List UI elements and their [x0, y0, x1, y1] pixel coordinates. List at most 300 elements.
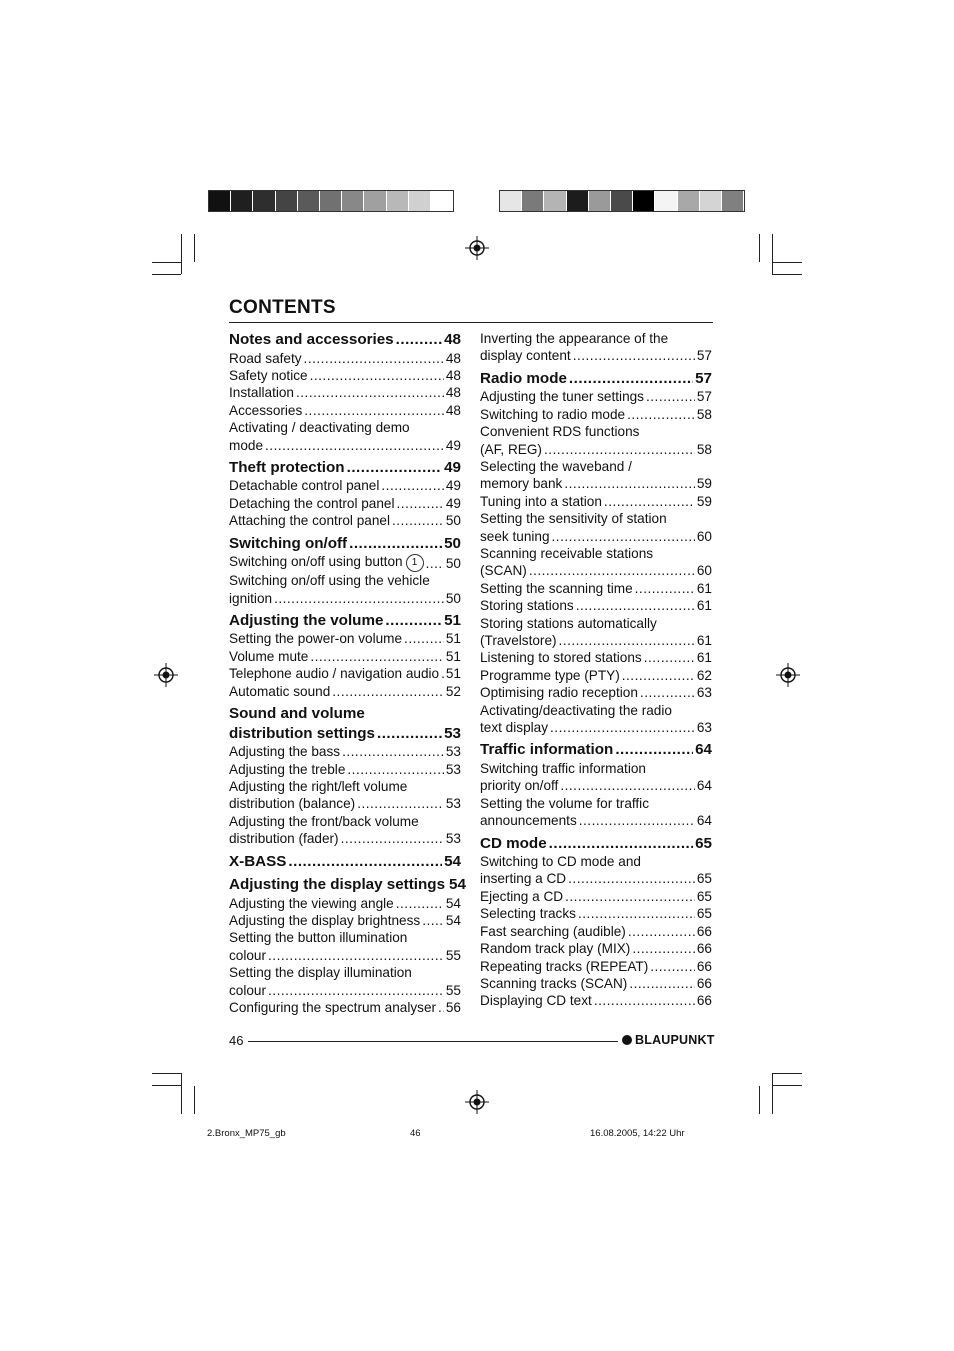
toc-entry-text: Repeating tracks (REPEAT) [480, 958, 649, 974]
toc-entry[interactable] [480, 347, 712, 364]
toc-entry-text: Adjusting the viewing angle [229, 895, 394, 911]
dot-leader [627, 406, 695, 423]
toc-entry-text: text display [480, 720, 549, 736]
toc-entry-label [480, 975, 627, 992]
toc-page-number: 55 [445, 947, 461, 963]
toc-entry[interactable] [229, 683, 461, 700]
toc-entry[interactable] [229, 761, 461, 778]
toc-page-number: 53 [445, 761, 461, 777]
toc-entry[interactable] [480, 597, 712, 614]
toc-entry[interactable] [229, 912, 461, 929]
toc-page-number: 66 [696, 923, 712, 939]
toc-entry[interactable] [229, 437, 461, 454]
toc-entry-label [480, 649, 642, 666]
toc-entry[interactable] [229, 982, 461, 999]
toc-entry-text: display content [480, 348, 571, 364]
slug-file: 2.Bronx_MP75_gb [207, 1128, 286, 1139]
toc-entry-label [480, 580, 633, 597]
toc-page-number: 63 [696, 685, 712, 701]
toc-entry-label [229, 875, 445, 895]
color-swatch [500, 191, 522, 211]
dot-leader [622, 667, 695, 684]
toc-entry-text: Adjusting the treble [229, 761, 346, 777]
toc-entry-label [229, 895, 394, 912]
toc-entry-text: Safety notice [229, 367, 308, 383]
brand-dot-icon [622, 1035, 632, 1045]
toc-entry[interactable] [229, 512, 461, 529]
toc-entry-line: Convenient RDS functions [480, 424, 640, 440]
dot-leader [392, 512, 444, 529]
toc-page-number: 61 [696, 650, 712, 666]
dot-leader [404, 630, 444, 647]
toc-column-right [480, 330, 712, 1010]
toc-entry[interactable] [229, 553, 461, 572]
toc-entry[interactable] [229, 495, 461, 512]
toc-entry[interactable] [480, 528, 712, 545]
color-calibration-bar-right [499, 190, 745, 212]
toc-page-number: 64 [696, 778, 712, 794]
dot-leader [564, 475, 695, 492]
toc-entry[interactable] [480, 441, 712, 458]
toc-entry-text: (AF, REG) [480, 441, 542, 457]
toc-entry[interactable] [480, 812, 712, 829]
toc-entry-text: Attaching the control panel [229, 513, 390, 529]
toc-entry-line: Scanning receivable stations [480, 545, 654, 561]
toc-entry-text: ignition [229, 590, 273, 606]
toc-entry-text: Notes and accessories [229, 331, 394, 348]
crop-mark [772, 1085, 802, 1086]
dot-leader [310, 367, 444, 384]
toc-entry[interactable] [480, 975, 712, 992]
toc-entry[interactable] [480, 580, 712, 597]
toc-entry-label [480, 940, 630, 957]
toc-entry-label [229, 611, 383, 631]
color-swatch [253, 191, 275, 211]
toc-page-number: 66 [696, 993, 712, 1009]
toc-entry-label [229, 367, 308, 384]
color-swatch [231, 191, 253, 211]
toc-page-number: 56 [445, 999, 461, 1015]
toc-section-heading[interactable] [229, 875, 466, 895]
toc-entry-text: Installation [229, 385, 294, 401]
toc-page-number: 54 [445, 895, 461, 911]
toc-entry[interactable] [480, 870, 712, 887]
dot-leader [552, 528, 695, 545]
dot-leader [550, 719, 695, 736]
toc-entry-label [480, 923, 626, 940]
toc-section-heading: Sound and volume [229, 705, 365, 723]
toc-page-number: 59 [696, 493, 712, 509]
toc-entry-text: Storing stations [480, 598, 574, 614]
color-swatch [387, 191, 409, 211]
toc-page-number: 66 [696, 958, 712, 974]
toc-page-number: 50 [445, 590, 461, 606]
color-swatch [364, 191, 386, 211]
toc-entry-text: mode [229, 437, 264, 453]
dot-leader [381, 477, 443, 494]
color-swatch [276, 191, 298, 211]
color-swatch [409, 191, 431, 211]
toc-entry-text: Adjusting the display brightness [229, 912, 421, 928]
toc-entry[interactable] [480, 649, 712, 666]
toc-page-number: 51 [444, 611, 461, 629]
dot-leader [544, 441, 695, 458]
toc-entry-text: colour [229, 982, 267, 998]
toc-entry-label [480, 834, 547, 854]
toc-entry-text: Accessories [229, 402, 303, 418]
toc-entry[interactable] [480, 719, 712, 736]
dot-leader [635, 580, 695, 597]
toc-entry-label [480, 441, 542, 458]
toc-page-number: 50 [445, 555, 461, 571]
dot-leader [422, 912, 444, 929]
toc-entry[interactable] [480, 562, 712, 579]
toc-entry[interactable] [229, 795, 461, 812]
dot-leader [357, 795, 444, 812]
toc-entry[interactable] [480, 667, 712, 684]
registration-mark-icon [465, 1090, 489, 1114]
toc-page-number: 51 [445, 631, 461, 647]
toc-entry-text: Road safety [229, 350, 302, 366]
registration-mark-icon [465, 236, 489, 260]
toc-entry[interactable] [480, 923, 712, 940]
toc-entry[interactable] [229, 350, 461, 367]
color-swatch [589, 191, 611, 211]
color-swatch [431, 191, 453, 211]
dot-leader [347, 761, 443, 778]
toc-page-number: 49 [445, 437, 461, 453]
toc-entry-line: Switching to CD mode and [480, 854, 641, 870]
toc-entry-text: (SCAN) [480, 563, 527, 579]
registration-mark-icon [776, 663, 800, 687]
crop-mark [181, 234, 182, 274]
toc-entry-text: Adjusting the bass [229, 744, 341, 760]
toc-section-heading[interactable] [229, 852, 461, 872]
toc-page-number: 48 [445, 402, 461, 418]
dot-leader [650, 958, 695, 975]
dot-leader [615, 740, 693, 760]
toc-entry[interactable] [229, 590, 461, 607]
toc-entry-label [229, 437, 263, 454]
toc-entry-label [480, 740, 613, 760]
dot-leader [288, 852, 442, 872]
toc-page-number: 51 [445, 666, 461, 682]
toc-page-number: 50 [444, 534, 461, 552]
toc-entry-line: Setting the button illumination [229, 930, 408, 946]
toc-page-number: 54 [445, 912, 461, 928]
toc-entry-label [229, 761, 345, 778]
toc-page-number: 54 [444, 852, 461, 870]
toc-page-number: 60 [696, 563, 712, 579]
toc-entry-label [480, 347, 571, 364]
toc-entry[interactable] [229, 665, 461, 682]
toc-section-heading[interactable] [480, 740, 712, 760]
toc-entry-text: Selecting tracks [480, 906, 576, 922]
dot-leader [573, 347, 695, 364]
toc-entry-line: Inverting the appearance of the [480, 331, 669, 346]
toc-entry-label [480, 667, 620, 684]
dot-leader [397, 495, 444, 512]
dot-leader [646, 388, 695, 405]
toc-entry[interactable] [480, 406, 712, 423]
toc-entry-text: Automatic sound [229, 683, 331, 699]
toc-entry-label [480, 388, 644, 405]
toc-section-heading[interactable] [229, 611, 461, 631]
toc-entry[interactable] [229, 830, 461, 847]
toc-entry-text: memory bank [480, 476, 563, 492]
dot-leader [628, 923, 695, 940]
toc-page-number: 48 [445, 367, 461, 383]
toc-page-number: 60 [696, 528, 712, 544]
toc-entry[interactable] [229, 367, 461, 384]
dot-leader [644, 649, 695, 666]
toc-entry-text: Displaying CD text [480, 993, 592, 1009]
toc-entry-line: Adjusting the front/back volume [229, 813, 419, 829]
toc-page-number: 64 [696, 813, 712, 829]
toc-page-number: 65 [696, 871, 712, 887]
toc-entry-text: Detaching the control panel [229, 495, 395, 511]
toc-entry-label [229, 724, 375, 744]
toc-section-heading[interactable] [229, 534, 461, 554]
color-swatch [700, 191, 722, 211]
toc-entry-label [229, 648, 308, 665]
dot-leader [529, 562, 695, 579]
crop-mark [181, 1073, 182, 1114]
color-swatch [722, 191, 744, 211]
toc-entry-label [229, 458, 345, 478]
toc-entry-text: Telephone audio / navigation audio [229, 666, 440, 682]
toc-page-number: 49 [445, 495, 461, 511]
toc-section-heading[interactable] [480, 369, 712, 389]
toc-entry-text: Fast searching (audible) [480, 923, 626, 939]
toc-entry[interactable] [480, 940, 712, 957]
toc-entry-label [480, 562, 527, 579]
toc-entry-label [480, 812, 577, 829]
toc-entry[interactable] [229, 947, 461, 964]
dot-leader [396, 330, 442, 350]
dot-leader [594, 992, 695, 1009]
toc-section-heading[interactable] [229, 724, 461, 744]
toc-entry-text: distribution (balance) [229, 796, 356, 812]
toc-entry[interactable] [480, 475, 712, 492]
dot-leader [438, 999, 444, 1016]
toc-entry-label [229, 553, 424, 572]
toc-entry-label [229, 630, 402, 647]
toc-entry-label [229, 534, 347, 554]
toc-entry-text: Programme type (PTY) [480, 667, 620, 683]
toc-section-heading[interactable] [480, 834, 712, 854]
toc-page-number: 50 [445, 513, 461, 529]
toc-entry[interactable] [480, 493, 712, 510]
dot-leader [578, 905, 695, 922]
toc-entry-text: seek tuning [480, 528, 550, 544]
toc-section-heading[interactable] [229, 330, 461, 350]
color-calibration-bar-left [208, 190, 454, 212]
toc-entry[interactable] [229, 999, 461, 1016]
toc-entry[interactable] [480, 388, 712, 405]
dot-leader [347, 458, 443, 478]
toc-entry-text: Optimising radio reception [480, 685, 638, 701]
toc-entry-line: Adjusting the right/left volume [229, 778, 408, 794]
toc-entry-line: Switching traffic information [480, 760, 646, 776]
toc-entry-text: (Travelstore) [480, 633, 557, 648]
dot-leader [560, 777, 695, 794]
toc-entry[interactable] [480, 777, 712, 794]
toc-page-number: 57 [696, 348, 712, 364]
toc-entry-label [229, 947, 266, 964]
toc-entry[interactable] [229, 895, 461, 912]
toc-entry-label [229, 852, 286, 872]
toc-entry-text: Adjusting the display settings [229, 876, 446, 894]
toc-entry-label [480, 992, 592, 1009]
dot-leader [441, 665, 444, 682]
toc-entry-line: Setting the display illumination [229, 965, 412, 981]
toc-entry-text: inserting a CD [480, 871, 567, 887]
crop-mark [772, 1073, 802, 1074]
crop-mark [772, 274, 802, 275]
toc-entry-text: Configuring the spectrum analyser [229, 999, 437, 1015]
dot-leader [565, 888, 695, 905]
dot-leader [268, 947, 444, 964]
crop-mark [759, 234, 760, 262]
toc-entry-line: Selecting the waveband / [480, 458, 632, 474]
toc-entry-text: Random track play (MIX) [480, 941, 631, 957]
toc-entry-label [480, 719, 548, 736]
toc-page-number: 48 [445, 385, 461, 401]
slug-page: 46 [410, 1128, 421, 1139]
crop-mark [772, 262, 802, 263]
toc-entry-label [229, 495, 395, 512]
toc-page-number: 58 [696, 441, 712, 457]
dot-leader [559, 632, 695, 649]
toc-entry-label [229, 330, 394, 350]
dot-leader [426, 555, 444, 572]
toc-entry[interactable] [229, 630, 461, 647]
toc-entry-text: Tuning into a station [480, 493, 602, 509]
color-swatch [544, 191, 566, 211]
toc-page-number: 61 [696, 580, 712, 596]
dot-leader [304, 350, 444, 367]
toc-page-number: 48 [444, 331, 461, 348]
toc-page-number: 54 [449, 876, 466, 894]
toc-entry-label [480, 958, 648, 975]
toc-page-number: 58 [696, 406, 712, 422]
toc-entry-text: Listening to stored stations [480, 650, 642, 666]
toc-page-number: 48 [445, 350, 461, 366]
dot-leader [332, 683, 444, 700]
toc-entry-label [229, 683, 330, 700]
toc-entry-label [229, 402, 302, 419]
toc-page-number: 66 [696, 941, 712, 957]
dot-leader [341, 830, 444, 847]
registration-mark-icon [154, 663, 178, 687]
dot-leader [629, 975, 695, 992]
toc-entry-label [229, 350, 302, 367]
toc-entry-label [229, 665, 439, 682]
toc-page-number: 52 [445, 683, 461, 699]
dot-leader [579, 812, 695, 829]
toc-entry[interactable] [480, 905, 712, 922]
toc-page-number: 57 [695, 369, 712, 387]
toc-entry-line: Activating/deactivating the radio [480, 702, 672, 718]
toc-entry[interactable] [229, 648, 461, 665]
toc-section-heading[interactable] [229, 458, 461, 478]
toc-entry-text: distribution settings [229, 724, 375, 742]
crop-mark [152, 1085, 181, 1086]
toc-page-number: 49 [444, 458, 461, 476]
toc-entry[interactable] [480, 958, 712, 975]
button-number-icon: 1 [406, 554, 424, 572]
dot-leader [342, 743, 444, 760]
color-swatch [611, 191, 633, 211]
toc-entry-text: announcements [480, 813, 577, 829]
toc-entry-label [480, 406, 625, 423]
toc-entry[interactable] [480, 684, 712, 701]
crop-mark [772, 1073, 773, 1114]
toc-entry-text: Setting the scanning time [480, 580, 633, 596]
dot-leader [549, 834, 693, 854]
toc-entry-text: Scanning tracks (SCAN) [480, 975, 628, 991]
toc-entry[interactable] [480, 888, 712, 905]
brand-name: BLAUPUNKT [635, 1033, 715, 1047]
toc-entry-label [480, 905, 576, 922]
crop-mark [152, 262, 182, 263]
color-swatch [655, 191, 677, 211]
toc-page-number: 59 [696, 476, 712, 492]
dot-leader [304, 402, 444, 419]
toc-entry[interactable] [229, 477, 461, 494]
toc-entry-text: Adjusting the tuner settings [480, 389, 644, 405]
toc-page-number: 65 [695, 834, 712, 852]
toc-entry-text: Setting the power-on volume [229, 631, 403, 647]
toc-page-number: 53 [445, 796, 461, 812]
toc-page-number: 53 [445, 831, 461, 847]
toc-entry-text: Radio mode [480, 369, 567, 387]
dot-leader [265, 437, 444, 454]
toc-entry[interactable] [480, 632, 712, 649]
toc-page-number: 53 [444, 724, 461, 742]
toc-entry[interactable] [229, 743, 461, 760]
dot-leader [274, 590, 444, 607]
color-swatch [633, 191, 655, 211]
toc-entry[interactable] [229, 384, 461, 401]
toc-entry-label [480, 597, 574, 614]
toc-entry-label [480, 684, 638, 701]
toc-page-number: 64 [695, 741, 712, 759]
page-number: 46 [229, 1033, 244, 1048]
dot-leader [569, 369, 693, 389]
color-swatch [342, 191, 364, 211]
dot-leader [396, 895, 444, 912]
toc-entry-text: Ejecting a CD [480, 888, 564, 904]
dot-leader [632, 940, 695, 957]
toc-entry[interactable] [480, 992, 712, 1009]
crop-mark [194, 234, 195, 262]
toc-entry-text: colour [229, 947, 267, 963]
toc-entry-text: priority on/off [480, 778, 559, 794]
dot-leader [385, 611, 442, 631]
toc-entry-text: Switching to radio mode [480, 406, 626, 422]
crop-mark [194, 1086, 195, 1114]
dot-leader [640, 684, 695, 701]
toc-entry-label [480, 888, 563, 905]
toc-entry-label [229, 982, 266, 999]
toc-entry-text: Theft protection [229, 458, 345, 476]
toc-entry[interactable] [229, 402, 461, 419]
toc-entry-label [229, 830, 339, 847]
color-swatch [567, 191, 589, 211]
dot-leader [296, 384, 444, 401]
